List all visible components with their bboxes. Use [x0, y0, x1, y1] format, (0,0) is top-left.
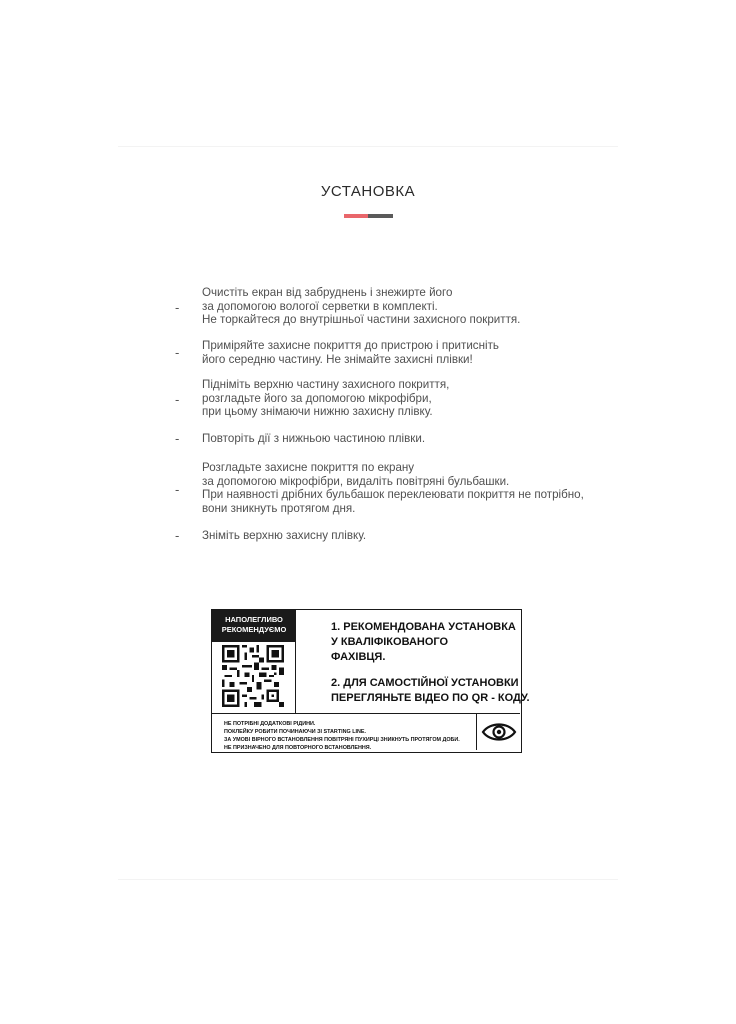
recommend-badge [212, 610, 296, 642]
step-line: вони зникнуть протягом дня. [202, 501, 356, 515]
rec-line: 1. РЕКОМЕНДОВАНА УСТАНОВКА [331, 621, 516, 633]
recommendation-text [331, 620, 530, 706]
rec-line: ФАХІВЦЯ. [331, 651, 386, 663]
step-line: його середню частину. Не знімайте захисні плівки! [202, 352, 473, 366]
eye-icon-box [476, 714, 520, 750]
step-line: Очистіть екран від забруднень і знежирте його [202, 286, 453, 299]
step-text [202, 529, 632, 543]
badge-line: РЕКОМЕНДУЄМО [221, 625, 287, 634]
page-title: УСТАНОВКА [320, 183, 416, 200]
step-line: Приміряйте захисне покриття до пристрою і притисніть [202, 339, 499, 352]
notice-fine-print-row [212, 713, 520, 751]
step-text [202, 286, 632, 327]
eye-icon [481, 721, 517, 743]
step-text [202, 378, 632, 419]
step-line: Повторіть дії з нижньою частиною плівки. [202, 432, 426, 445]
step-line: розгладьте його за допомогою мікрофібри, [202, 391, 432, 405]
step-dash: - [175, 345, 180, 360]
rec-line: У КВАЛІФІКОВАНОГО [331, 636, 449, 648]
step-dash: - [175, 528, 180, 543]
step-line: Не торкайтеся до внутрішньої частини захисного покриття. [202, 313, 521, 326]
fine-print-line: НЕ ПОТРІБНІ ДОДАТКОВІ РІДИНИ. [224, 721, 316, 727]
rec-line: ПЕРЕГЛЯНЬТЕ ВІДЕО ПО QR - КОДУ. [331, 692, 530, 704]
step-line: за допомогою вологої серветки в комплекті. [202, 299, 438, 313]
step-text [202, 461, 632, 515]
step-dash: - [175, 392, 180, 407]
rec-line: 2. ДЛЯ САМОСТІЙНОЇ УСТАНОВКИ [331, 677, 519, 689]
fine-print-line: НЕ ПРИЗНАЧЕНО ДЛЯ ПОВТОРНОГО ВСТАНОВЛЕННЯ. [224, 745, 372, 751]
underline-red-segment [344, 214, 368, 218]
step-line: Підніміть верхню частину захисного покриття, [202, 378, 450, 391]
fine-print-line: ЗА УМОВІ ВІРНОГО ВСТАНОВЛЕННЯ ПОВІТРЯНІ ПУХИРЦІ ЗНИКНУТЬ ПРОТЯГОМ ДОБИ. [224, 737, 460, 743]
fine-print-line: ПОКЛЕЙКУ РОБИТИ ПОЧИНАЮЧИ ЗІ STARTING LINE. [224, 729, 366, 735]
step-dash: - [175, 431, 180, 446]
qr-code-icon[interactable] [222, 645, 284, 707]
underline-grey-segment [368, 214, 393, 218]
badge-line: НАПОЛЕГЛИВО [225, 615, 283, 624]
step-dash: - [175, 300, 180, 315]
step-text [202, 432, 632, 446]
fine-print [224, 720, 480, 752]
step-line: Розгладьте захисне покриття по екрану [202, 461, 415, 474]
step-dash: - [175, 482, 180, 497]
step-line: за допомогою мікрофібри, видаліть повітряні бульбашки. [202, 474, 510, 488]
step-text [202, 339, 632, 366]
installation-notice-box [211, 609, 530, 753]
notice-left-column [212, 610, 296, 714]
step-line: При наявності дрібних бульбашок переклеювати покриття не потрібно, [202, 488, 584, 501]
step-line: при цьому знімаючи нижню захисну плівку. [202, 405, 433, 418]
title-underline [344, 214, 393, 218]
step-line: Зніміть верхню захисну плівку. [202, 529, 367, 542]
